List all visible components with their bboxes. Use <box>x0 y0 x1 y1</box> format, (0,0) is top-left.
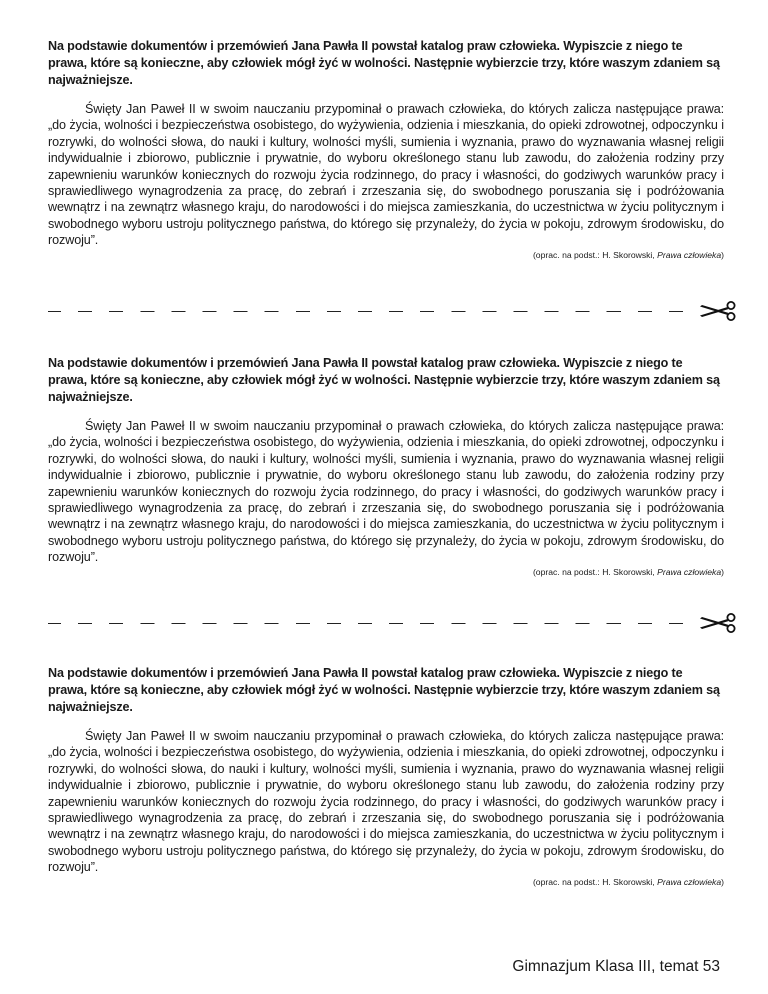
source-prefix: (oprac. na podst.: H. Skorowski, <box>532 249 658 260</box>
quote-text: Święty Jan Paweł II w swoim nauczaniu przypominał o prawach człowieka, do których zalicza następujące prawa: „do życia, wolności i bezpieczeństwa osobistego, do wyżywienia, odzienia i mieszkania, do opieki zdrowotnej, odpoczynku i rozrywki, do wolności słowa, do nauki i kultury, wolności myśli, sumienia i wyznania, prawo do wyznawania własnej religii indywidualnie i zbiorowo, publicznie i prywatnie, do wyboru określonego stanu lub zawodu, do założenia rodziny przy zapewnieniu warunków koniecznych do rozwoju życia rodzinnego, do pracy i własności, do godziwych warunków pracy i sprawiedliwego wynagrodzenia za pracę, do zebrań i zrzeszania się, do swobodnego poruszania się i podróżowania wewnątrz i na zewnątrz własnego kraju, do narodowości i do miejsca zamieszkania, do uczestnictwa w życiu politycznym i swobodnego wyboru ustroju politycznego państwa, do którego się przynależy, do życia w pokoju, zdrowym środowisku, do rozwoju”. <box>48 102 724 248</box>
task-card <box>48 665 724 888</box>
page-footer: Gimnazjum Klasa III, temat 53 <box>512 958 720 975</box>
cut-line <box>48 612 738 634</box>
source-citation <box>48 249 724 261</box>
dashed-divider <box>48 311 688 312</box>
quote-text: Święty Jan Paweł II w swoim nauczaniu przypominał o prawach człowieka, do których zalicza następujące prawa: „do życia, wolności i bezpieczeństwa osobistego, do wyżywienia, odzienia i mieszkania, do opieki zdrowotnej, odpoczynku i rozrywki, do wolności słowa, do nauki i kultury, wolności myśli, sumienia i wyznania, prawo do wyznawania własnej religii indywidualnie i zbiorowo, publicznie i prywatnie, do wyboru określonego stanu lub zawodu, do założenia rodziny przy zapewnieniu warunków koniecznych do rozwoju życia rodzinnego, do pracy i własności, do godziwych warunków pracy i sprawiedliwego wynagrodzenia za pracę, do zebrań i zrzeszania się, do swobodnego poruszania się i podróżowania wewnątrz i na zewnątrz własnego kraju, do narodowości i do miejsca zamieszkania, do uczestnictwa w życiu politycznym i swobodnego wyboru ustroju politycznego państwa, do którego się przynależy, do życia w pokoju, zdrowym środowisku, do rozwoju”. <box>48 729 724 875</box>
dashed-divider <box>48 623 688 624</box>
source-citation <box>48 876 724 888</box>
source-citation <box>48 566 724 578</box>
source-suffix: ) <box>721 249 724 260</box>
source-title: Prawa człowieka <box>657 876 722 887</box>
quote-text: Święty Jan Paweł II w swoim nauczaniu przypominał o prawach człowieka, do których zalicza następujące prawa: „do życia, wolności i bezpieczeństwa osobistego, do wyżywienia, odzienia i mieszkania, do opieki zdrowotnej, odpoczynku i rozrywki, do wolności słowa, do nauki i kultury, wolności myśli, sumienia i wyznania, prawo do wyznawania własnej religii indywidualnie i zbiorowo, publicznie i prywatnie, do wyboru określonego stanu lub zawodu, do założenia rodziny przy zapewnieniu warunków koniecznych do rozwoju życia rodzinnego, do pracy i własności, do godziwych warunków pracy i sprawiedliwego wynagrodzenia za pracę, do zebrań i zrzeszania się, do swobodnego poruszania się i podróżowania wewnątrz i na zewnątrz własnego kraju, do narodowości i do miejsca zamieszkania, do uczestnictwa w życiu politycznym i swobodnego wyboru ustroju politycznego państwa, do którego się przynależy, do życia w pokoju, zdrowym środowisku, do rozwoju”. <box>48 419 724 565</box>
task-instruction: Na podstawie dokumentów i przemówień Jana Pawła II powstał katalog praw człowieka. Wypiszcie z niego te prawa, które są konieczne, aby człowiek mógł żyć w wolności. Następnie wybierzcie trzy, które waszym zdaniem są najważniejsze. <box>48 666 720 714</box>
cut-line <box>48 300 738 322</box>
source-title: Prawa człowieka <box>657 566 722 577</box>
scissors-icon <box>698 612 738 634</box>
source-suffix: ) <box>721 876 724 887</box>
source-prefix: (oprac. na podst.: H. Skorowski, <box>532 566 658 577</box>
task-instruction: Na podstawie dokumentów i przemówień Jana Pawła II powstał katalog praw człowieka. Wypiszcie z niego te prawa, które są konieczne, aby człowiek mógł żyć w wolności. Następnie wybierzcie trzy, które waszym zdaniem są najważniejsze. <box>48 356 720 404</box>
task-instruction: Na podstawie dokumentów i przemówień Jana Pawła II powstał katalog praw człowieka. Wypiszcie z niego te prawa, które są konieczne, aby człowiek mógł żyć w wolności. Następnie wybierzcie trzy, które waszym zdaniem są najważniejsze. <box>48 39 720 87</box>
task-card <box>48 38 724 261</box>
source-title: Prawa człowieka <box>657 249 722 260</box>
task-card <box>48 355 724 578</box>
scissors-icon <box>698 300 738 322</box>
source-prefix: (oprac. na podst.: H. Skorowski, <box>532 876 658 887</box>
source-suffix: ) <box>721 566 724 577</box>
